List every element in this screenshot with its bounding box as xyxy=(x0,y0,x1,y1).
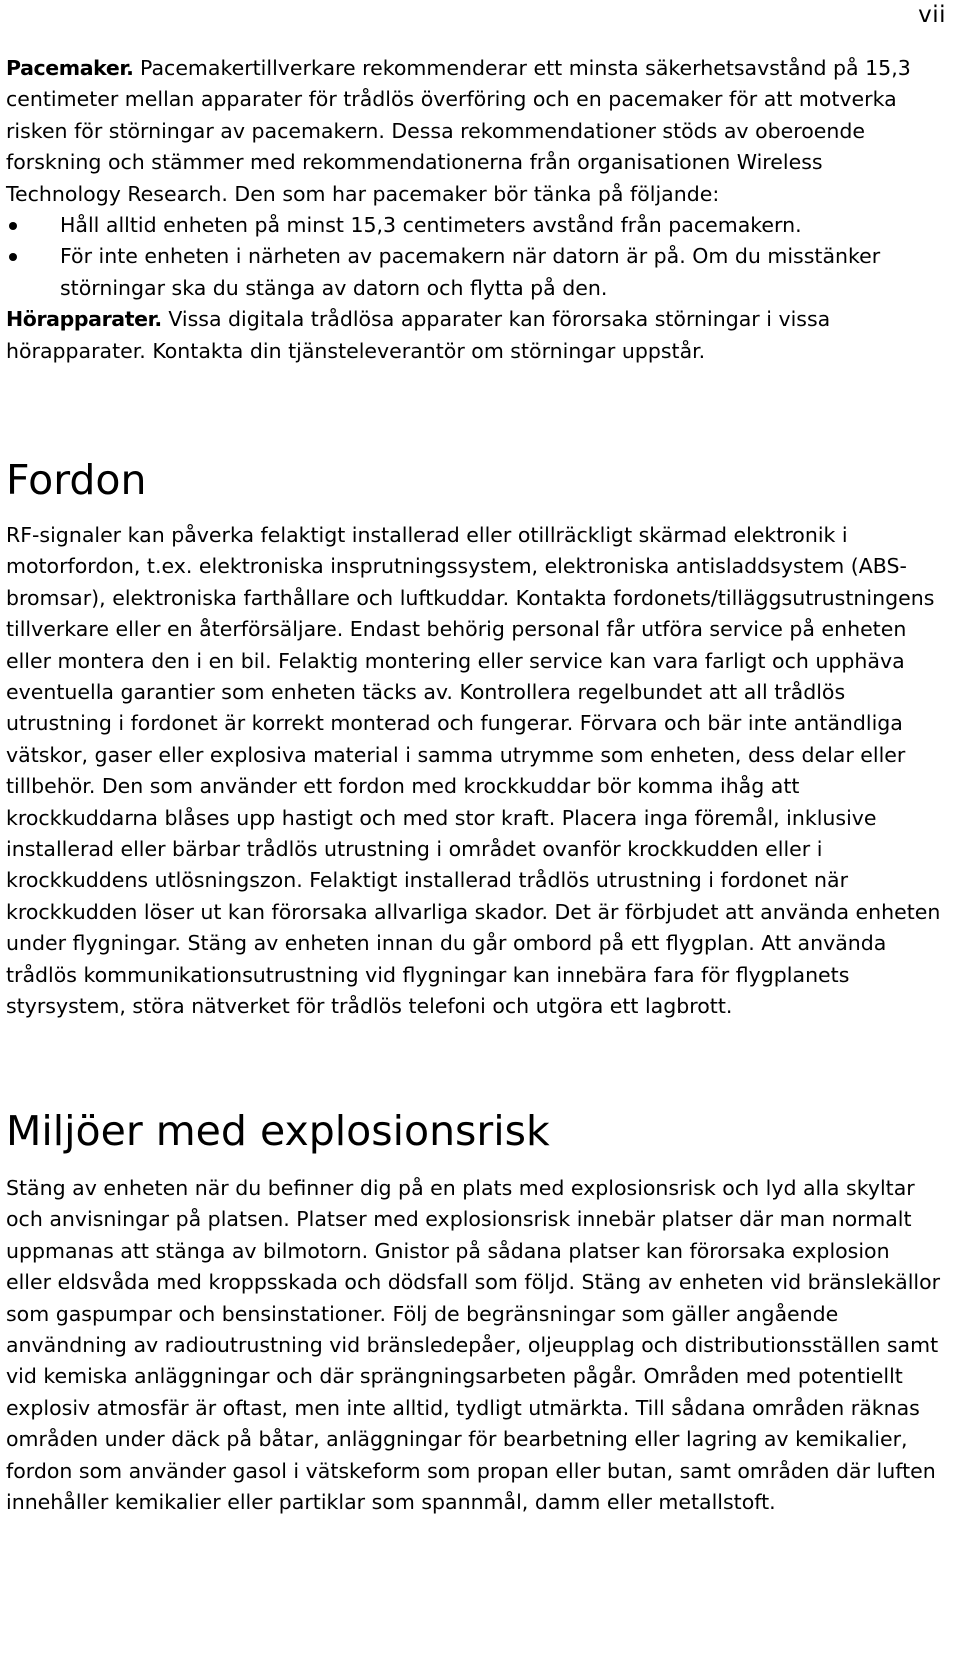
bullet-icon xyxy=(9,222,17,230)
pacemaker-text: Pacemakertillverkare rekommenderar ett minsta säkerhetsavstånd på 15,3 centimeter mellan apparater för trådlös överföring och en pacemaker för att motverka risken för störningar av pacemakern. Dessa rekommendationer stöds av oberoende forskning och stämmer med rekommendationerna från organisationen Wireless Technology Research. Den som har pacemaker bör tänka på följande: xyxy=(6,56,911,206)
horapparater-paragraph xyxy=(6,304,941,367)
bullet-text: För inte enheten i närheten av pacemakern när datorn är på. Om du misstänker störningar ska du stänga av datorn och flytta på den. xyxy=(60,244,881,300)
miljoer-paragraph: Stäng av enheten när du befinner dig på en plats med explosionsrisk och lyd alla skyltar och anvisningar på platsen. Platser med explosionsrisk innebär platser där man normalt uppmanas att stänga av bilmotorn. Gnistor på sådana platser kan förorsaka explosion eller eldsvåda med kroppsskada och dödsfall som följd. Stäng av enheten vid bränslekällor som gaspumpar och bensinstationer. Följ de begränsningar som gäller angående användning av radioutrustning vid bränsledepåer, oljeupplag och distributionsställen samt vid kemiska anläggningar och där sprängningsarbeten pågår. Områden med potentiellt explosiv atmosfär är oftast, men inte alltid, tydligt utmärkta. Till sådana områden räknas områden under däck på båtar, anläggningar för bearbetning eller lagring av kemikalier, fordon som använder gasol i vätskeform som propan eller butan, samt områden där luften innehåller kemikalier eller partiklar som spannmål, damm eller metallstoft. xyxy=(6,1176,941,1515)
document-page xyxy=(6,0,946,1674)
pacemaker-paragraph xyxy=(6,53,941,210)
bullet-text: Håll alltid enheten på minst 15,3 centimeters avstånd från pacemakern. xyxy=(60,213,802,238)
fordon-paragraph: RF-signaler kan påverka felaktigt installerad eller otillräckligt skärmad elektronik i motorfordon, t.ex. elektroniska insprutningssystem, elektroniska antisladdsystem (ABS-bromsar), elektroniska farthållare och luftkuddar. Kontakta fordonets/tilläggsutrustningens tillverkare eller en återförsäljare. Endast behörig personal får utföra service på enheten eller montera den i en bil. Felaktig montering eller service kan vara farligt och upphäva eventuella garantier som enheten täcks av. Kontrollera regelbundet att all trådlös utrustning i fordonet är korrekt monterad och fungerar. Förvara och bär inte antändliga vätskor, gaser eller explosiva material i samma utrymme som enheten, dess delar eller tillbehör. Den som använder ett fordon med krockkuddar bör komma ihåg att krockkuddarna blåses upp hastigt och med stor kraft. Placera inga föremål, inklusive installerad eller bärbar trådlös utrustning i området ovanför krockkudden eller i krockkuddens utlösningszon. Felaktigt installerad trådlös utrustning i fordonet när krockkudden löser ut kan förorsaka allvarliga skador. Det är förbjudet att använda enheten under flygningar. Stäng av enheten innan du går ombord på ett flygplan. Att använda trådlös kommunikationsutrustning vid flygningar kan innebära fara för flygplanets styrsystem, störa nätverket för trådlös telefoni och utgöra ett lagbrott. xyxy=(6,523,941,1019)
miljoer-heading: Miljöer med explosionsrisk xyxy=(6,1107,550,1155)
bullet-icon xyxy=(9,253,17,261)
page-number: vii xyxy=(918,2,946,28)
miljoer-section xyxy=(6,1173,941,1518)
horapparater-lead: Hörapparater. xyxy=(6,307,162,332)
pacemaker-section xyxy=(6,53,941,367)
fordon-section xyxy=(6,520,941,1023)
fordon-heading: Fordon xyxy=(6,456,147,504)
pacemaker-lead: Pacemaker. xyxy=(6,56,134,80)
bullet-item xyxy=(6,210,941,241)
pacemaker-bullet-list xyxy=(6,210,941,304)
bullet-item xyxy=(6,241,941,304)
horapparater-text: Vissa digitala trådlösa apparater kan förorsaka störningar i vissa hörapparater. Kontakta din tjänsteleverantör om störningar uppstår. xyxy=(6,307,831,363)
